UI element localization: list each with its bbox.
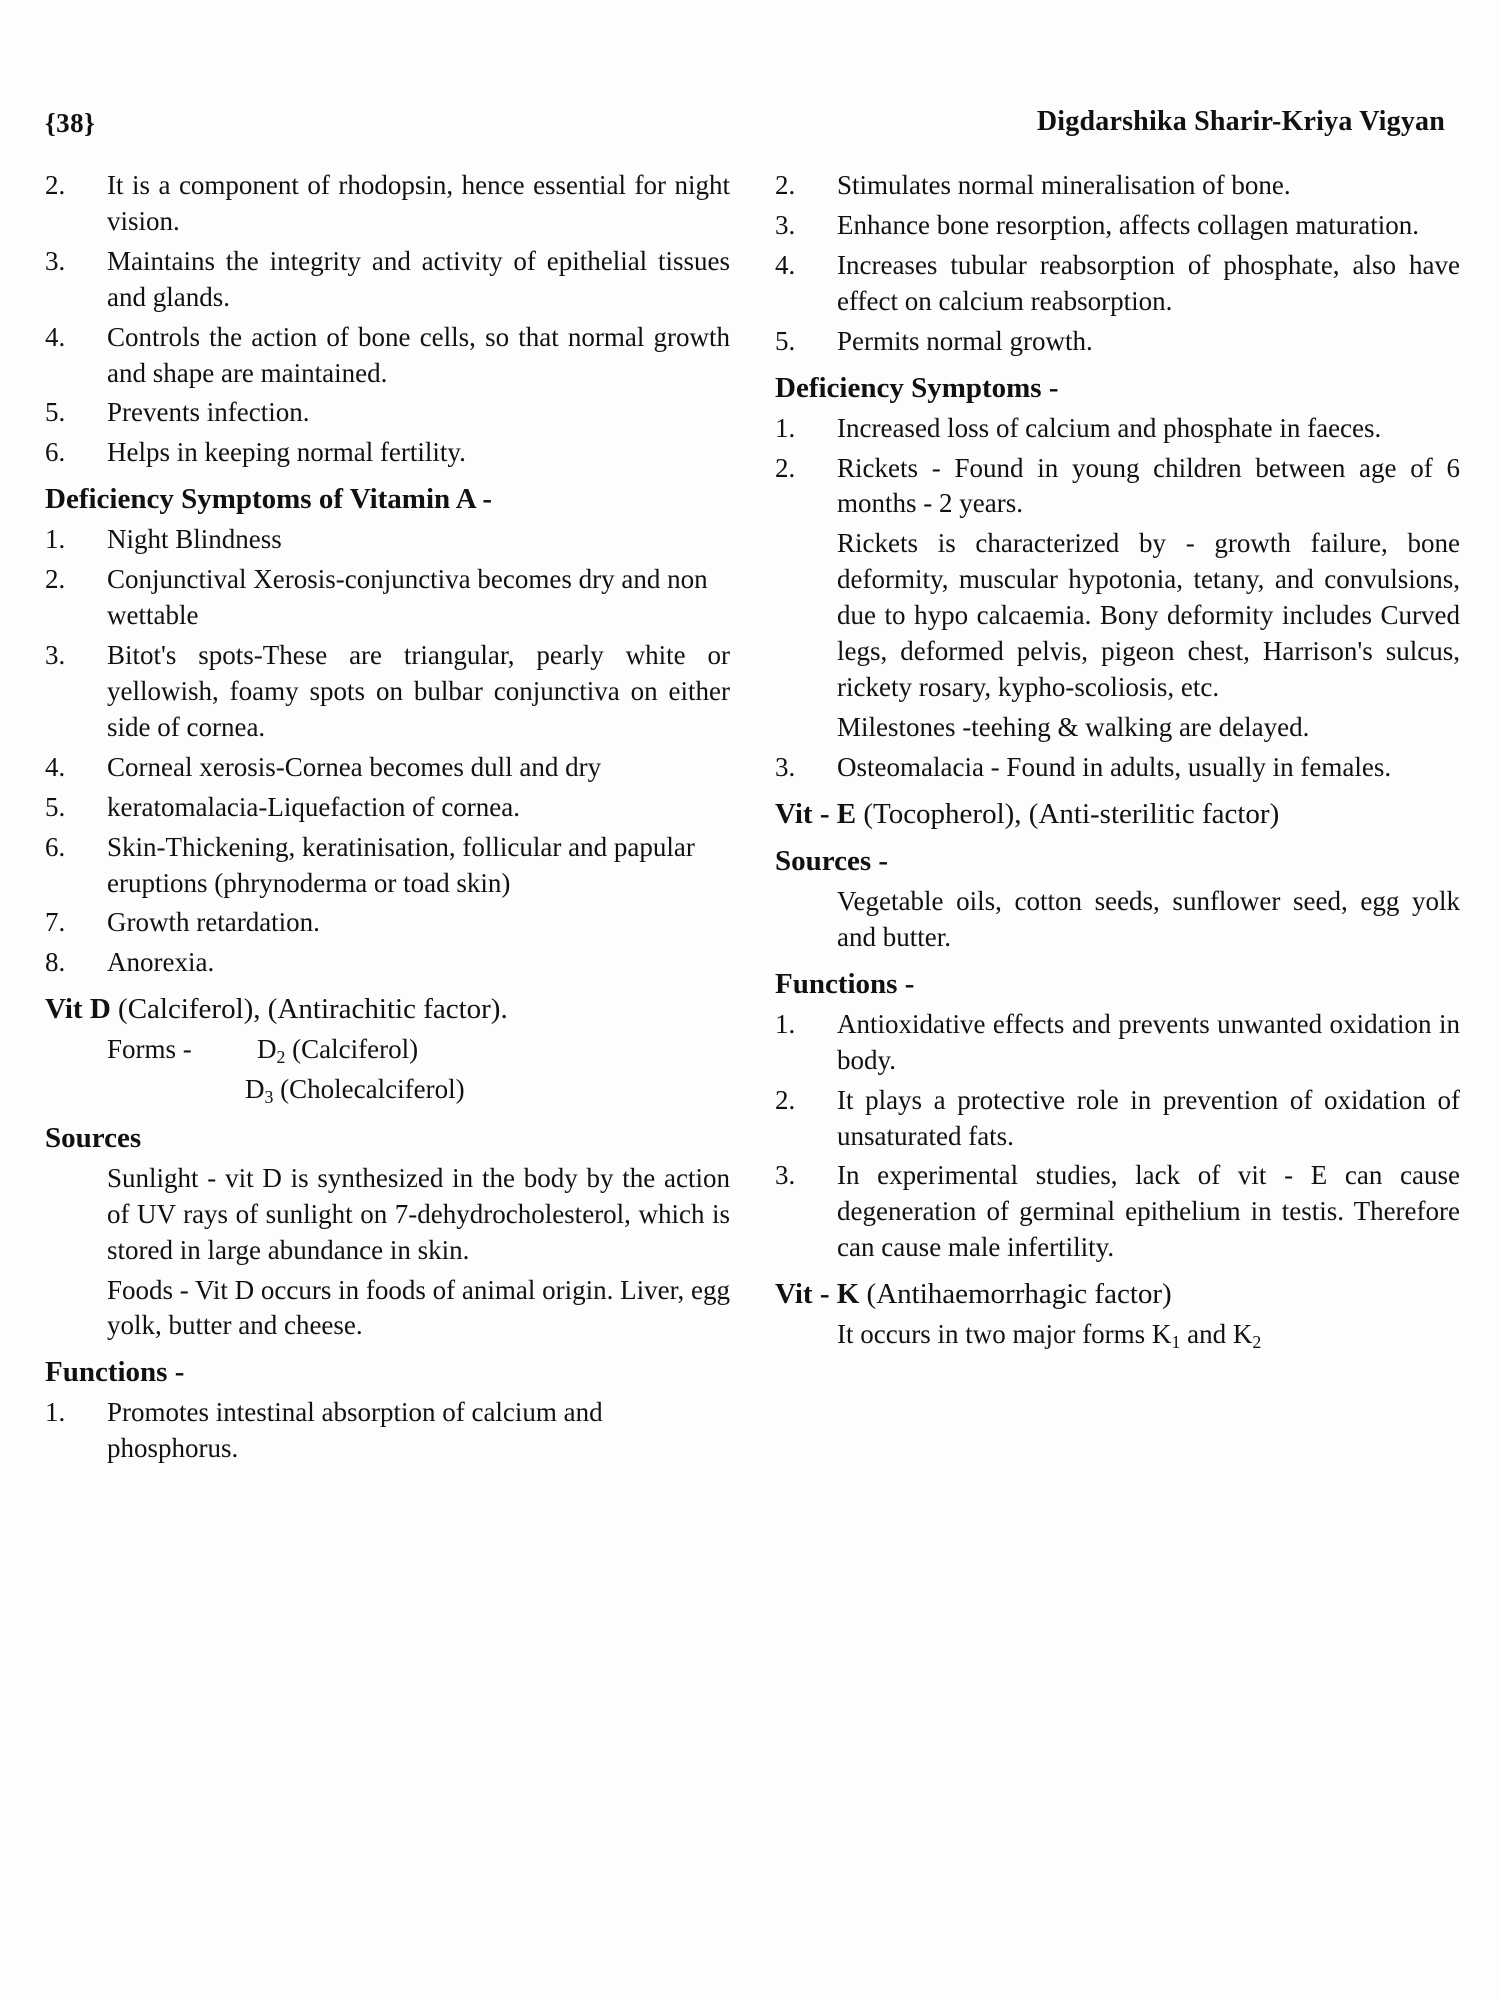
vitamin-k-subtitle: (Antihaemorrhagic factor) [866,1278,1172,1311]
forms-row [45,1072,730,1110]
list-item-text: Helps in keeping normal fertility. [107,437,466,468]
milestones-paragraph: Milestones -teehing & walking are delayed. [837,711,1310,742]
section-heading-vitamin-e [775,796,1460,833]
list-item-number: 2. [775,170,796,200]
list-item [45,790,730,826]
list-item [45,905,730,941]
vitamin-k2-subscript: 2 [1252,1332,1262,1353]
form-name: (Calciferol) [292,1034,419,1065]
section-heading-functions: Functions - [775,967,915,1000]
form-name: (Cholecalciferol) [280,1074,465,1105]
section-heading-functions: Functions - [45,1356,185,1389]
list-item-number: 6. [45,437,66,468]
list-item-number: 1. [45,524,66,555]
list-item-text: Enhance bone resorption, affects collagen maturation. [837,209,1420,240]
sources-paragraph: Sunlight - vit D is synthesized in the body by the action of UV rays of sunlight on 7-dehydrocholesterol, which is stored in large abundance in skin. [107,1162,730,1265]
list-item [45,168,730,240]
vitamin-k-text-mid: and K [1180,1319,1253,1350]
list-item [45,395,730,431]
section-heading-vitamin-k [775,1276,1460,1313]
list-item-number: 5. [45,397,66,428]
list-item-text: Prevents infection. [107,397,310,428]
list-item-number: 2. [45,564,66,595]
list-item-number: 2. [775,452,796,483]
list-item-number: 3. [45,245,66,276]
page-number: {38} [45,108,96,138]
list-item-number: 3. [775,751,796,782]
list-item-text: Permits normal growth. [837,325,1093,356]
list-item-number: 2. [775,1084,796,1115]
list-item-text: Night Blindness [107,524,282,555]
list-item-number: 6. [45,831,66,862]
list-item [775,750,1460,786]
list-item [45,750,730,786]
list-item-number: 4. [775,249,796,280]
list-item [775,1007,1460,1079]
list-item-number: 1. [45,1397,66,1428]
section-heading-deficiency-symptoms: Deficiency Symptoms - [775,371,1059,404]
sources-paragraph: Foods - Vit D occurs in foods of animal origin. Liver, egg yolk, butter and cheese. [107,1274,730,1341]
form-value [245,1072,730,1110]
list-item-number: 3. [45,640,66,671]
list-item-text: It plays a protective role in prevention of oxidation of unsaturated fats. [837,1084,1460,1151]
list-item [775,1083,1460,1155]
vitamin-k-forms-paragraph [775,1317,1460,1355]
form-value [257,1032,730,1070]
vitamin-d-subtitle: (Calciferol), (Antirachitic factor). [118,993,508,1026]
form-subscript: 3 [264,1087,274,1107]
list-item-text: Corneal xerosis-Cornea becomes dull and dry [107,751,602,782]
list-item [775,248,1460,320]
list-item-text: keratomalacia-Liquefaction of cornea. [107,791,521,822]
list-item [775,1158,1460,1266]
list-item [775,411,1460,447]
list-item [45,562,730,634]
list-item-number: 4. [45,751,66,782]
sources-paragraph: Vegetable oils, cotton seeds, sunflower seed, egg yolk and butter. [837,885,1460,952]
vitamin-e-subtitle: (Tocopherol), (Anti-sterilitic factor) [863,797,1280,830]
section-heading-vitamin-d [45,991,730,1028]
list-item-text: Rickets - Found in young children between age of 6 months - 2 years. [837,452,1460,519]
list-item-text: Promotes intestinal absorption of calcium and phosphorus. [107,1397,603,1464]
list-item-number: 5. [45,791,66,822]
list-item [45,435,730,471]
list-item [45,244,730,316]
vitamin-d-label: Vit D [45,993,111,1026]
list-item [775,168,1460,204]
two-column-body [45,168,1460,1471]
rickets-detail-paragraph: Rickets is characterized by - growth failure, bone deformity, muscular hypotonia, tetany, and convulsions, due to hypo calcaemia. Bony deformity includes Curved legs, deformed pelvis, pigeon chest, Harrison's sulcus, rickety rosary, kypho-scoliosis, etc. [837,528,1460,702]
list-item-number: 8. [45,947,66,978]
list-item-text: Increased loss of calcium and phosphate in faeces. [837,412,1382,443]
list-item-text: Antioxidative effects and prevents unwanted oxidation in body. [837,1008,1460,1075]
list-item-number: 3. [775,1160,796,1191]
list-item [45,1395,730,1467]
left-column [45,168,730,1471]
list-item-text: Maintains the integrity and activity of epithelial tissues and glands. [107,245,730,312]
list-item-text: Increases tubular reabsorption of phosphate, also have effect on calcium reabsorption. [837,249,1460,316]
list-item-text: In experimental studies, lack of vit - E can cause degeneration of germinal epithelium in testis. Therefore can cause male infertility. [837,1160,1460,1263]
vitamin-k1-subscript: 1 [1171,1332,1181,1353]
list-item [45,638,730,746]
page-header [45,108,1455,152]
forms-label: Forms - [107,1034,192,1065]
list-item-text: Osteomalacia - Found in adults, usually in females. [837,751,1392,782]
form-symbol: D [257,1034,277,1065]
section-heading-deficiency-vitamin-a: Deficiency Symptoms of Vitamin A - [45,483,493,516]
right-column [775,168,1460,1471]
list-item [45,522,730,558]
book-title: Digdarshika Sharir-Kriya Vigyan [1036,106,1445,137]
list-item [45,320,730,392]
form-subscript: 2 [276,1047,286,1068]
list-item-text: Conjunctival Xerosis-conjunctiva becomes dry and non wettable [107,564,708,631]
list-item-text: It is a component of rhodopsin, hence essential for night vision. [107,170,730,236]
vitamin-k-text-pre: It occurs in two major forms K [837,1319,1172,1350]
list-item-text: Growth retardation. [107,907,320,938]
list-item-text: Skin-Thickening, keratinisation, follicular and papular eruptions (phrynoderma or toad skin) [107,831,695,898]
list-item-text: Anorexia. [107,947,215,978]
list-item [775,208,1460,244]
list-item [45,830,730,902]
form-symbol: D [245,1074,265,1105]
section-heading-sources: Sources - [775,844,889,877]
list-item-text: Controls the action of bone cells, so that normal growth and shape are maintained. [107,321,730,388]
vitamin-e-label: Vit - E [775,797,857,830]
list-item-number: 5. [775,325,796,356]
list-item-number: 3. [775,209,796,240]
list-item-number: 2. [45,170,66,200]
list-item-text: Stimulates normal mineralisation of bone. [837,170,1291,200]
list-item-number: 1. [775,1008,796,1039]
section-heading-sources: Sources [45,1121,142,1154]
list-item [775,324,1460,360]
vitamin-k-label: Vit - K [775,1278,860,1311]
list-item [775,451,1460,523]
list-item-text: Bitot's spots-These are triangular, pearly white or yellowish, foamy spots on bulbar conjunctiva on either side of cornea. [107,640,730,742]
list-item-number: 4. [45,321,66,352]
forms-row [45,1032,730,1070]
list-item-number: 1. [775,412,796,443]
list-item-number: 7. [45,907,66,938]
list-item [45,945,730,981]
